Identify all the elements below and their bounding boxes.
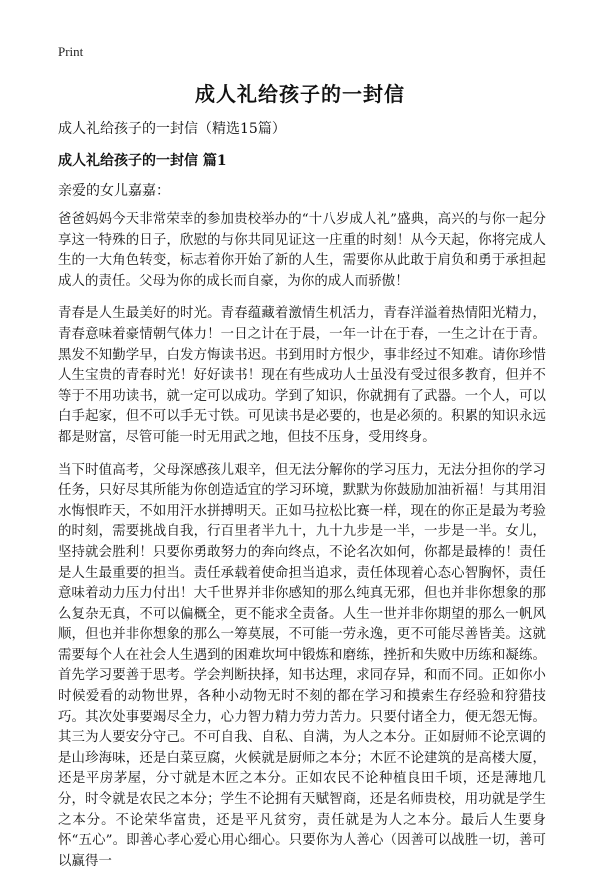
letter-greeting: 亲爱的女儿嘉嘉： [58, 183, 170, 199]
page-title: 成人礼给孩子的一封信 [195, 82, 405, 106]
print-link[interactable]: Print [58, 44, 84, 59]
article-subtitle: 成人礼给孩子的一封信（精选15篇） [58, 121, 286, 137]
section-heading: 成人礼给孩子的一封信 篇1 [58, 153, 227, 169]
letter-body [58, 210, 546, 869]
paragraph-1: 爸爸妈妈今天非常荣幸的参加贵校举办的“十八岁成人礼”盛典，高兴的与你一起分享这一特殊的日子，欣慰的与你共同见证这一庄重的时刻！从今天起，你将完成人生的一大角色转变，标志着你开始了新的人生，需要你从此敢于肩负和勇于承担起成人的责任。父母为你的成长而自豪，为你的成人而骄傲！ [58, 212, 546, 289]
paragraph-3: 当下时值高考，父母深感孩儿艰辛，但无法分解你的学习压力，无法分担你的学习任务，只好尽其所能为你创造适宜的学习环境，默默为你鼓励加油祈福！与其用泪水悔恨昨天，不如用汗水拼搏明天。正如马拉松比赛一样，现在的你正是最为考验的时刻，需要挑战自我，行百里者半九十，九十九步是一半，一步是一半。女儿，坚持就会胜利！只要你勇敢努力的奔向终点，不论名次如何，你都是最棒的！责任是人生最重要的担当。责任承载着使命担当追求，责任体现着心态心智胸怀，责任意味着动力压力付出！大千世界并非你感知的那么纯真无邪，但也并非你想象的那么复杂无真，不可以偏概全，更不能求全责备。人生一世并非你期望的那么一帆风顺，但也并非你想象的那么一筹莫展，不可能一劳永逸，更不可能尽善皆美。这就需要每个人在社会人生遇到的困难坎坷中锻炼和磨练，挫折和失败中历练和凝练。首先学习要善于思考。学会判断抉择，知书达理，求同存异，和而不同。正如你小时候爱看的动物世界，各种小动物无时不刻的都在学习和摸索生存经验和狩猎技巧。其次处事要竭尽全力，心力智力精力劳力苦力。只要付诸全力，便无怨无悔。其三为人要安分守己。不可自我、自私、自满，为人之本分。正如厨师不论烹调的是山珍海味，还是白菜豆腐，火候就是厨师之本分；木匠不论建筑的是高楼大厦，还是平房茅屋，分寸就是木匠之本分。正如农民不论种植良田千顷，还是薄地几分，时令就是农民之本分；学生不论拥有天赋智商，还是名师贵校，用功就是学生之本分。不论荣华富贵，还是平凡贫穷，责任就是为人之本分。最后人生要身怀“五心”。即善心孝心爱心用心细心。只要你为人善心（因善可以战胜一切，善可以赢得一 [58, 462, 546, 869]
paragraph-2: 青春是人生最美好的时光。青春蕴藏着激情生机活力，青春洋溢着热情阳光精力，青春意味着豪情朝气体力！一日之计在于晨，一年一计在于春，一生之计在于青。黑发不知勤学早，白发方悔读书迟。书到用时方恨少，事非经过不知难。请你珍惜人生宝贵的青春时光！好好读书！现在有些成功人士虽没有受过很多教育，但并不等于不用功读书，就一定可以成功。学到了知识，你就拥有了武器。一个人，可以白手起家，但不可以手无寸铁。可见读书是必要的，也是必须的。积累的知识永远都是财富，尽管可能一时无用武之地，但技不压身，受用终身。 [58, 306, 546, 445]
